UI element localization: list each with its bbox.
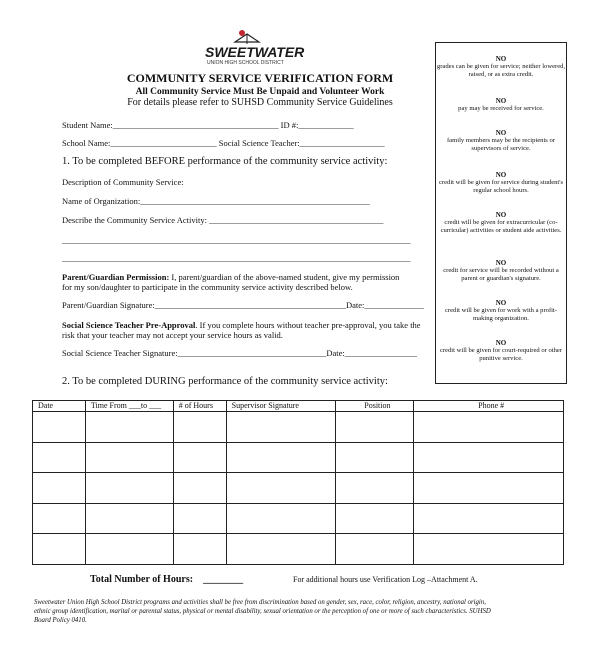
table-cell[interactable] <box>336 534 414 565</box>
table-cell[interactable] <box>336 503 414 534</box>
table-cell[interactable] <box>226 534 336 565</box>
table-cell[interactable] <box>85 473 173 504</box>
rule-item: NO credit will be given for work with a profit-making organization. <box>444 299 558 322</box>
table-row <box>33 503 564 534</box>
total-hours-field[interactable]: ________ <box>203 574 244 585</box>
parent-permission-text: Parent/Guardian Permission: I, parent/guardian of the above-named student, give my permission <box>62 272 400 282</box>
guidelines-note: For details please refer to SUHSD Community Service Guidelines <box>127 97 393 108</box>
table-cell[interactable] <box>85 534 173 565</box>
table-cell[interactable] <box>414 442 564 473</box>
rule-item: NO grades can be given for service; neither lowered, raised, or as extra credit. <box>436 55 566 78</box>
table-cell[interactable] <box>173 503 226 534</box>
school-name-field[interactable]: School Name:_________________________ Social Science Teacher:____________________ <box>62 138 385 148</box>
rule-item: NO credit for service will be recorded without a parent or guardian's signature. <box>443 259 559 282</box>
additional-hours-note: For additional hours use Verification Log –Attachment A. <box>293 575 478 584</box>
table-cell[interactable] <box>173 442 226 473</box>
rule-item: NO credit will be given for court-required or other punitive service. <box>439 339 563 362</box>
table-cell[interactable] <box>336 473 414 504</box>
table-cell[interactable] <box>336 442 414 473</box>
district-logo <box>205 28 305 70</box>
table-cell[interactable] <box>33 503 86 534</box>
description-heading: Description of Community Service: <box>62 177 184 187</box>
table-cell[interactable] <box>414 473 564 504</box>
form-subtitle: All Community Service Must Be Unpaid and Volunteer Work <box>135 87 385 97</box>
form-title: COMMUNITY SERVICE VERIFICATION FORM <box>126 71 394 85</box>
table-cell[interactable] <box>226 473 336 504</box>
total-hours: Total Number of Hours: ________ <box>90 574 244 585</box>
nondiscrimination-footer: Sweetwater Union High School District programs and activities shall be free from discrimination based on gender, sex, race, color, religion, ancestry, national origin, ethnic group identification, marital or parental status, physical or mental disability, sexual orientation or the perception of one or more of such characteristics. SUHSD Board Policy 0410. <box>34 599 491 624</box>
parent-signature-field[interactable]: Parent/Guardian Signature:_____________________________________________Date:______________ <box>62 300 424 310</box>
column-header: Time From ___to ___ <box>85 401 173 412</box>
student-name-field[interactable]: Student Name:_______________________________________ ID #:_____________ <box>62 120 354 130</box>
table-cell[interactable] <box>85 503 173 534</box>
table-cell[interactable] <box>33 534 86 565</box>
table-cell[interactable] <box>85 412 173 443</box>
column-header: Phone # <box>414 401 564 412</box>
organization-field[interactable]: Name of Organization:______________________________________________________ <box>62 196 370 206</box>
table-cell[interactable] <box>33 412 86 443</box>
table-cell[interactable] <box>414 534 564 565</box>
column-header: # of Hours <box>173 401 226 412</box>
column-header: Supervisor Signature <box>226 401 336 412</box>
table-cell[interactable] <box>173 473 226 504</box>
teacher-signature-field[interactable]: Social Science Teacher Signature:___________________________________Date:_________________ <box>62 348 418 358</box>
table-cell[interactable] <box>33 442 86 473</box>
rule-item: NO pay may be received for service. <box>458 97 544 112</box>
rules-sidebar <box>435 42 567 384</box>
table-cell[interactable] <box>85 442 173 473</box>
table-row <box>33 473 564 504</box>
table-cell[interactable] <box>173 412 226 443</box>
table-cell[interactable] <box>173 534 226 565</box>
rule-item: NO credit will be given for extracurricular (co-curricular) activities or student aide activities. <box>440 211 562 234</box>
column-header: Position <box>336 401 414 412</box>
rule-item: NO credit will be given for service during student's regular school hours. <box>438 171 564 194</box>
blank-line[interactable]: __________________________________________________________________________________ <box>62 235 411 245</box>
section-1-heading: 1. To be completed BEFORE performance of the community service activity: <box>62 156 388 167</box>
table-row <box>33 534 564 565</box>
table-cell[interactable] <box>226 503 336 534</box>
logo-wordmark: SWEETWATER <box>205 44 305 60</box>
activity-description-field[interactable]: Describe the Community Service Activity: _________________________________________ <box>62 215 384 225</box>
table-header-row <box>33 401 564 412</box>
column-header: Date <box>33 401 86 412</box>
parent-permission-text-2: for my son/daughter to participate in the community service activity described below. <box>62 282 353 292</box>
rule-item: NO family members may be the recipients or supervisors of service. <box>446 129 556 152</box>
table-cell[interactable] <box>226 442 336 473</box>
blank-line[interactable]: __________________________________________________________________________________ <box>62 253 411 263</box>
table-row <box>33 412 564 443</box>
table-cell[interactable] <box>336 412 414 443</box>
teacher-approval-text: Social Science Teacher Pre-Approval. If you complete hours without teacher pre-approval, you take the <box>62 320 421 330</box>
service-log-table <box>32 400 564 565</box>
logo-district: UNION HIGH SCHOOL DISTRICT <box>207 60 284 66</box>
teacher-approval-text-2: risk that your teacher may not accept your service hours as valid. <box>62 330 283 340</box>
table-cell[interactable] <box>414 412 564 443</box>
table-cell[interactable] <box>226 412 336 443</box>
table-cell[interactable] <box>414 503 564 534</box>
table-row <box>33 442 564 473</box>
section-2-heading: 2. To be completed DURING performance of the community service activity: <box>62 376 388 387</box>
table-cell[interactable] <box>33 473 86 504</box>
